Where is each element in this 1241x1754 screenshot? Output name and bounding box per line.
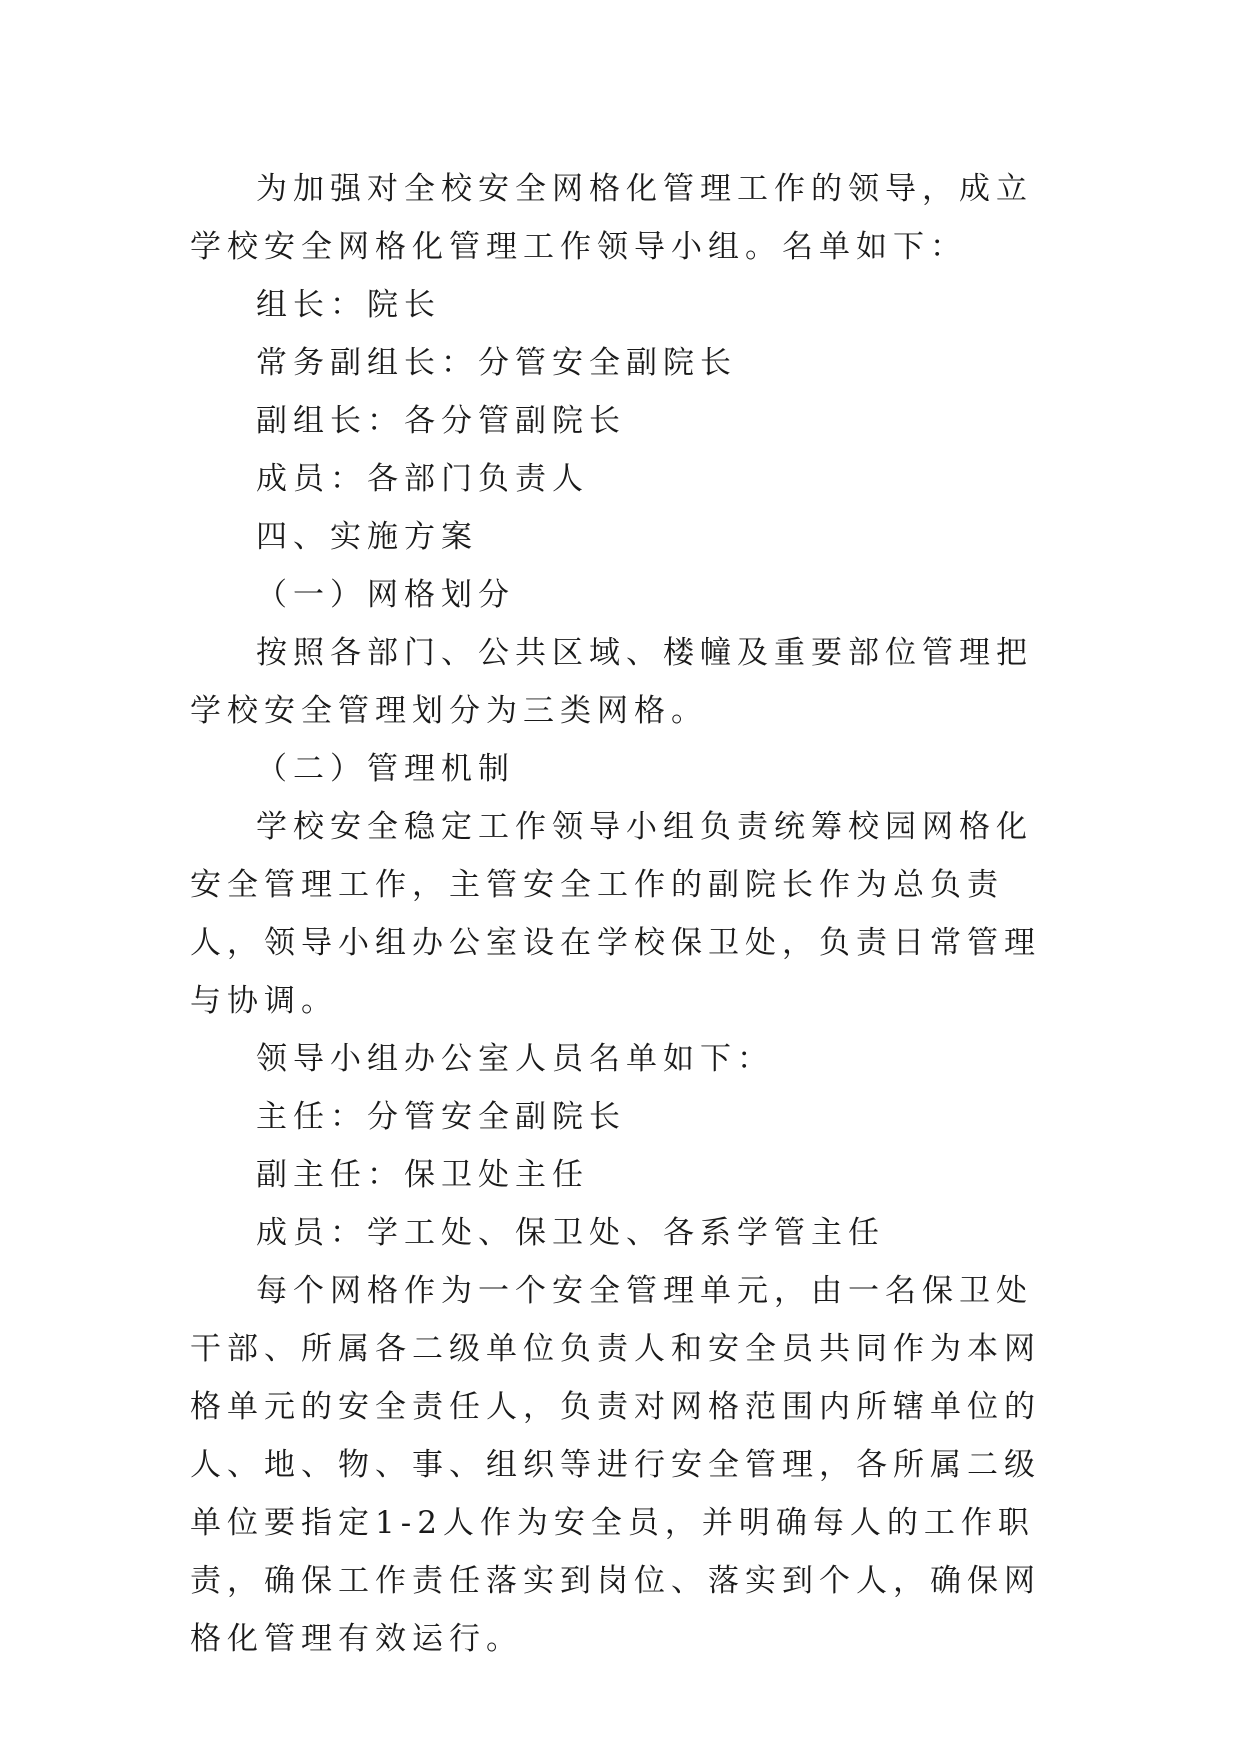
subsection-heading-management-mechanism: （二）管理机制 bbox=[256, 751, 515, 787]
paragraph-office-deputy-director: 副主任：保卫处主任 bbox=[256, 1157, 589, 1193]
paragraph-members: 成员：各部门负责人 bbox=[256, 461, 589, 497]
subsection-heading-grid-division: （一）网格划分 bbox=[256, 577, 515, 613]
document-body bbox=[190, 160, 1060, 1668]
paragraph-group-leader: 组长：院长 bbox=[256, 287, 441, 323]
paragraph-management-mechanism: 学校安全稳定工作领导小组负责统筹校园网格化安全管理工作，主管安全工作的副院长作为总负责人，领导小组办公室设在学校保卫处，负责日常管理与协调。 bbox=[190, 809, 1041, 1019]
paragraph-leadership-intro: 为加强对全校安全网格化管理工作的领导，成立学校安全网格化管理工作领导小组。名单如下： bbox=[190, 171, 1033, 265]
paragraph-grid-division: 按照各部门、公共区域、楼幢及重要部位管理把学校安全管理划分为三类网格。 bbox=[190, 635, 1033, 729]
paragraph-executive-deputy-leader: 常务副组长：分管安全副院长 bbox=[256, 345, 737, 381]
paragraph-office-members: 成员：学工处、保卫处、各系学管主任 bbox=[256, 1215, 885, 1251]
paragraph-grid-unit-responsibility: 每个网格作为一个安全管理单元，由一名保卫处干部、所属各二级单位负责人和安全员共同作为本网格单元的安全责任人，负责对网格范围内所辖单位的人、地、物、事、组织等进行安全管理，各所属二级单位要指定1-2人作为安全员，并明确每人的工作职责，确保工作责任落实到岗位、落实到个人，确保网格化管理有效运行。 bbox=[190, 1273, 1041, 1657]
section-heading-implementation: 四、实施方案 bbox=[256, 519, 478, 555]
paragraph-office-director: 主任：分管安全副院长 bbox=[256, 1099, 626, 1135]
paragraph-deputy-leader: 副组长：各分管副院长 bbox=[256, 403, 626, 439]
paragraph-office-staff-intro: 领导小组办公室人员名单如下： bbox=[256, 1041, 774, 1077]
